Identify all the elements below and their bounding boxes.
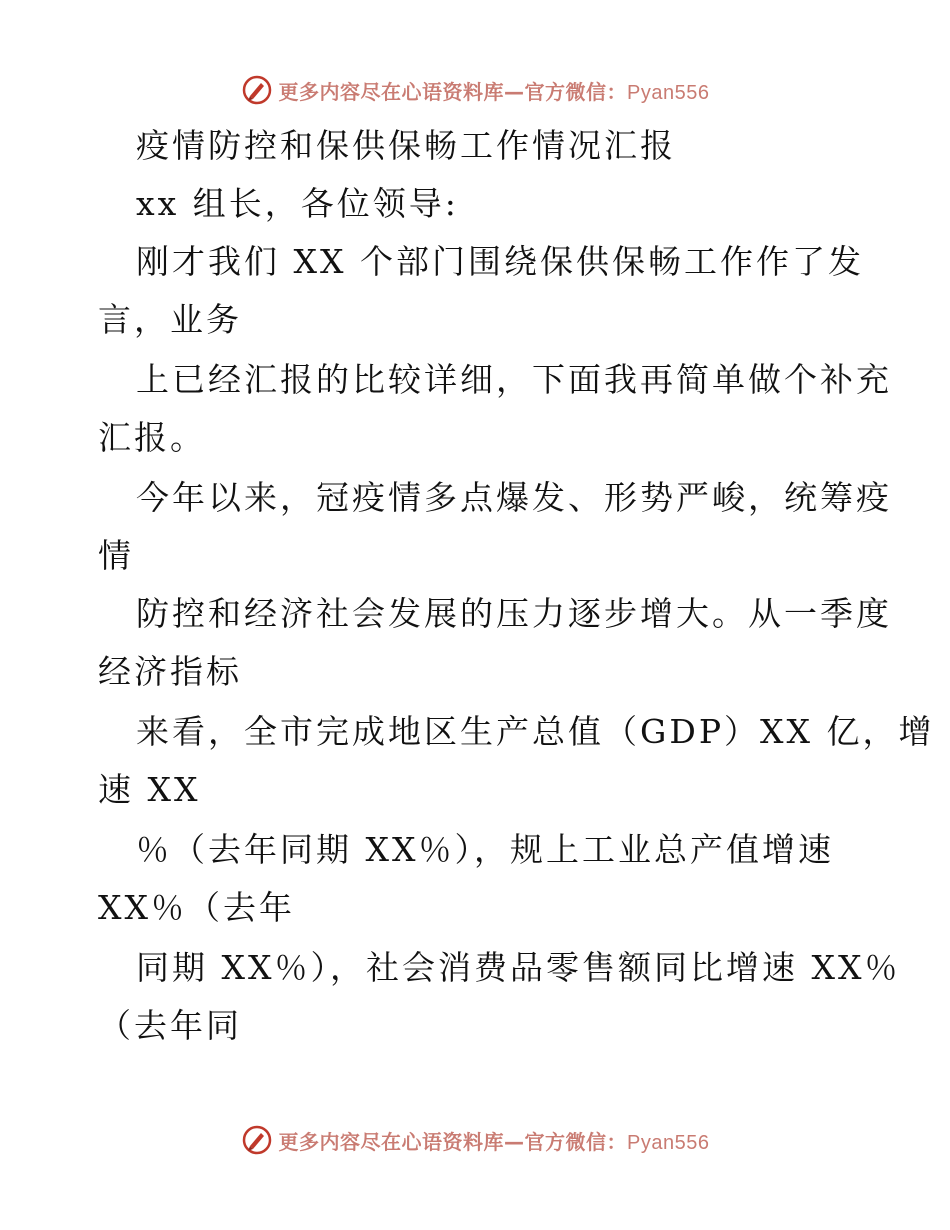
paragraph-line: 言，业务 <box>98 300 242 339</box>
pen-logo-icon <box>241 1124 273 1156</box>
paragraph-line: 上已经汇报的比较详细，下面我再简单做个补充 <box>136 360 892 399</box>
paragraph-line: 刚才我们 XX 个部门围绕保供保畅工作作了发 <box>136 242 864 281</box>
paragraph-line: ％（去年同期 XX％），规上工业总产值增速 <box>136 830 834 869</box>
doc-title: 疫情防控和保供保畅工作情况汇报 <box>136 126 676 165</box>
paragraph-line: XX％（去年 <box>98 888 295 927</box>
paragraph-line: 同期 XX％），社会消费品零售额同比增速 XX％ <box>136 948 901 987</box>
paragraph-line: 情 <box>98 536 134 575</box>
paragraph-line: 来看，全市完成地区生产总值（GDP）XX 亿，增 <box>136 712 935 751</box>
paragraph-line: 汇报。 <box>98 418 206 457</box>
pen-logo-icon <box>241 74 273 106</box>
paragraph-line: 今年以来，冠疫情多点爆发、形势严峻，统筹疫 <box>136 478 892 517</box>
paragraph-line: 经济指标 <box>98 652 242 691</box>
header-watermark <box>0 70 950 110</box>
paragraph-line: 防控和经济社会发展的压力逐步增大。从一季度 <box>136 594 892 633</box>
paragraph-line: （去年同 <box>98 1006 242 1045</box>
watermark-text: 更多内容尽在心语资料库—官方微信：Pyan556 <box>278 1129 710 1154</box>
salutation: xx 组长，各位领导: <box>136 184 459 223</box>
paragraph-line: 速 XX <box>98 770 201 809</box>
footer-watermark <box>0 1120 950 1160</box>
watermark-text: 更多内容尽在心语资料库—官方微信：Pyan556 <box>278 79 710 104</box>
